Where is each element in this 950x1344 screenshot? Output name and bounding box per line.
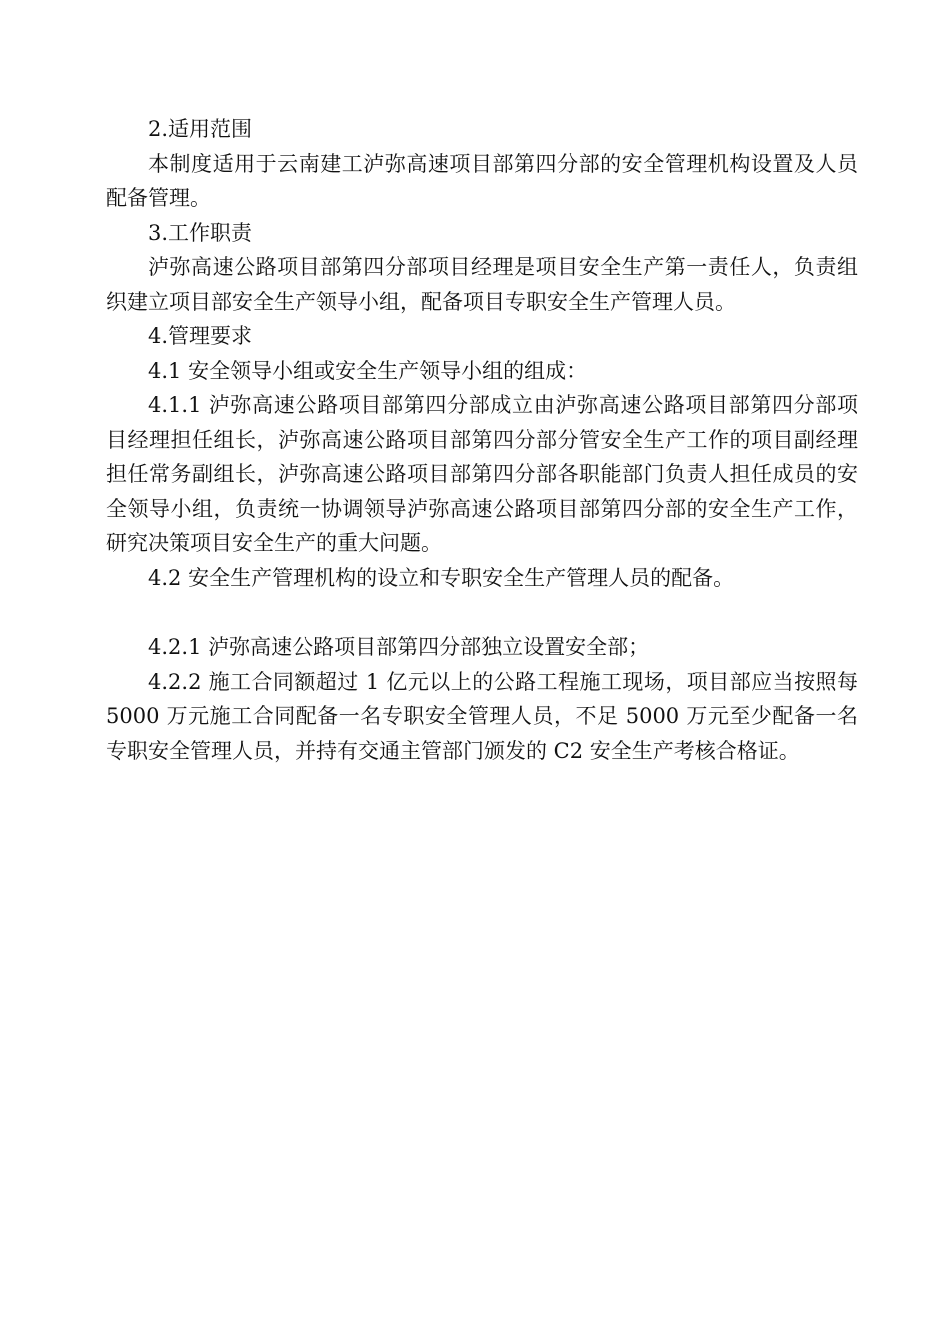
section-3-heading: 3.工作职责 xyxy=(148,220,253,245)
document-page xyxy=(106,112,858,768)
section-4-2-1: 4.2.1 泸弥高速公路项目部第四分部独立设置安全部； xyxy=(148,635,650,659)
section-3-body: 泸弥高速公路项目部第四分部项目经理是项目安全生产第一责任人，负责组织建立项目部安全生产领导小组，配备项目专职安全生产管理人员。 xyxy=(106,255,858,314)
section-4-2-heading: 4.2 安全生产管理机构的设立和专职安全生产管理人员的配备。 xyxy=(148,565,735,590)
paragraph-gap xyxy=(106,595,858,630)
section-4-1-1: 4.1.1 泸弥高速公路项目部第四分部成立由泸弥高速公路项目部第四分部项目经理担任组长，泸弥高速公路项目部第四分部分管安全生产工作的项目副经理担任常务副组长，泸弥高速公路项目部第四分部各职能部门负责人担任成员的安全领导小组，负责统一协调领导泸弥高速公路项目部第四分部的安全生产工作，研究决策项目安全生产的重大问题。 xyxy=(106,393,858,555)
section-4-heading: 4.管理要求 xyxy=(148,324,253,348)
section-4-2-2: 4.2.2 施工合同额超过 1 亿元以上的公路工程施工现场，项目部应当按照每 5000 万元施工合同配备一名专职安全管理人员，不足 5000 万元至少配备一名专职安全管理人员，并持有交通主管部门颁发的 C2 安全生产考核合格证。 xyxy=(106,669,858,763)
section-2-body: 本制度适用于云南建工泸弥高速项目部第四分部的安全管理机构设置及人员配备管理。 xyxy=(106,151,858,210)
section-4-1-heading: 4.1 安全领导小组或安全生产领导小组的组成： xyxy=(148,358,588,383)
section-2-heading: 2.适用范围 xyxy=(148,117,253,141)
